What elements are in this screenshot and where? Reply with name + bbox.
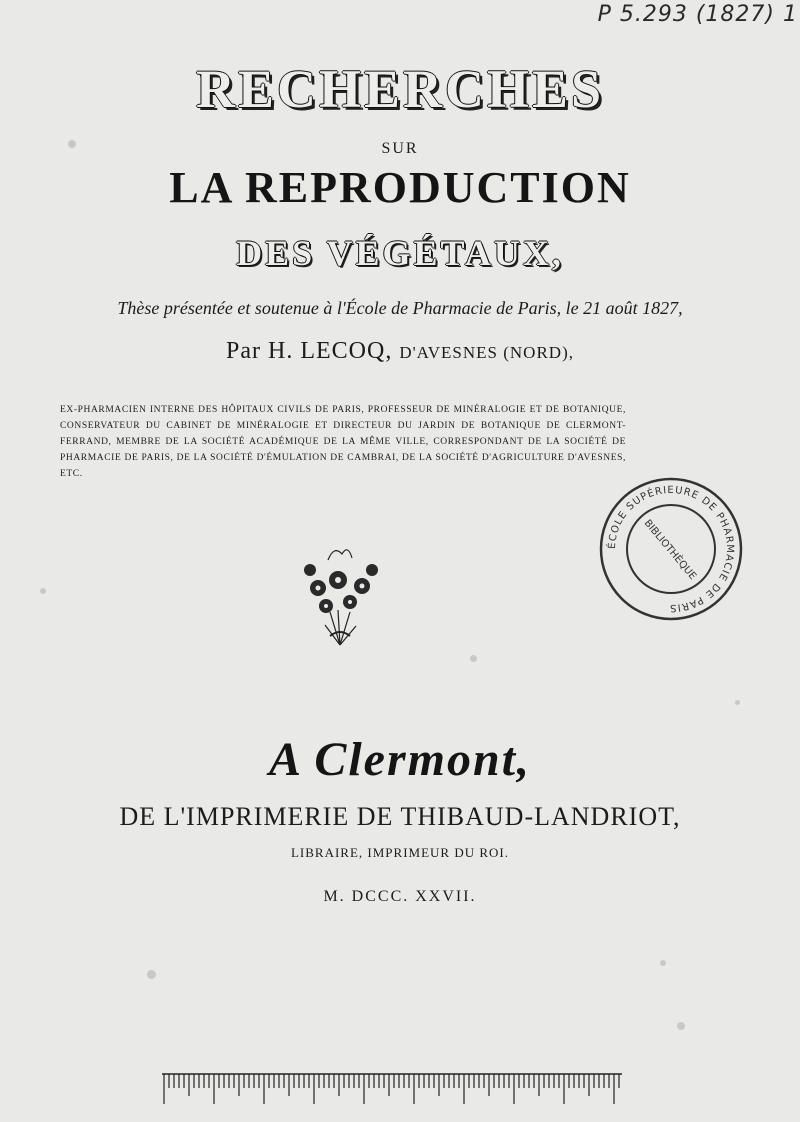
- speckle: [735, 700, 740, 705]
- place-line: A Clermont,: [268, 733, 532, 786]
- author-line: [0, 338, 800, 365]
- title-reproduction: LA REPRODUCTION: [169, 163, 631, 212]
- speckle: [470, 655, 477, 662]
- shelfmark: P 5.293 (1827) 1: [597, 2, 798, 27]
- ruler-scale-icon: [162, 1070, 622, 1106]
- speckle: [147, 970, 156, 979]
- author-origin: D'AVESNES (NORD),: [399, 343, 574, 362]
- title-sur: SUR: [381, 140, 419, 157]
- library-stamp-icon: [598, 476, 744, 622]
- stamp-inner-text: BIBLIOTHÈQUE: [641, 517, 699, 583]
- speckle: [40, 588, 46, 594]
- thesis-line: Thèse présentée et soutenue à l'École de Pharmacie de Paris, le 21 août 1827,: [117, 298, 683, 318]
- title-vegetaux: DES VÉGÉTAUX,: [236, 233, 564, 273]
- flower-bouquet-icon: [290, 540, 390, 650]
- stamp-outer-text: ÉCOLE SUPÉRIEURE DE PHARMACIE DE PARIS: [606, 484, 736, 614]
- author-name: Par H. LECOQ,: [226, 338, 400, 364]
- year-line: M. DCCC. XXVII.: [323, 888, 477, 905]
- printer-title: LIBRAIRE, IMPRIMEUR DU ROI.: [290, 845, 510, 860]
- title-recherches: RECHERCHES: [195, 59, 605, 119]
- author-bio: EX-PHARMACIEN INTERNE DES HÔPITAUX CIVILS DE PARIS, PROFESSEUR DE MINÉRALOGIE ET DE BOTANIQUE, CONSERVATEUR DU CABINET DE MINÉRALOGIE ET DIRECTEUR DU JARDIN DE BOTANIQUE DE CLERMONT-FERRAND, MEMBRE DE LA SOCIÉTÉ ACADÉMIQUE DE LA MÊME VILLE, CORRESPONDANT DE LA SOCIÉTÉ DE PHARMACIE DE PARIS, DE LA SOCIÉTÉ D'ÉMULATION DE CAMBRAI, DE LA SOCIÉTÉ D'AGRICULTURE D'AVESNES, ETC.: [60, 405, 626, 479]
- printer-line: DE L'IMPRIMERIE DE THIBAUD-LANDRIOT,: [119, 802, 681, 831]
- speckle: [660, 960, 666, 966]
- speckle: [677, 1022, 685, 1030]
